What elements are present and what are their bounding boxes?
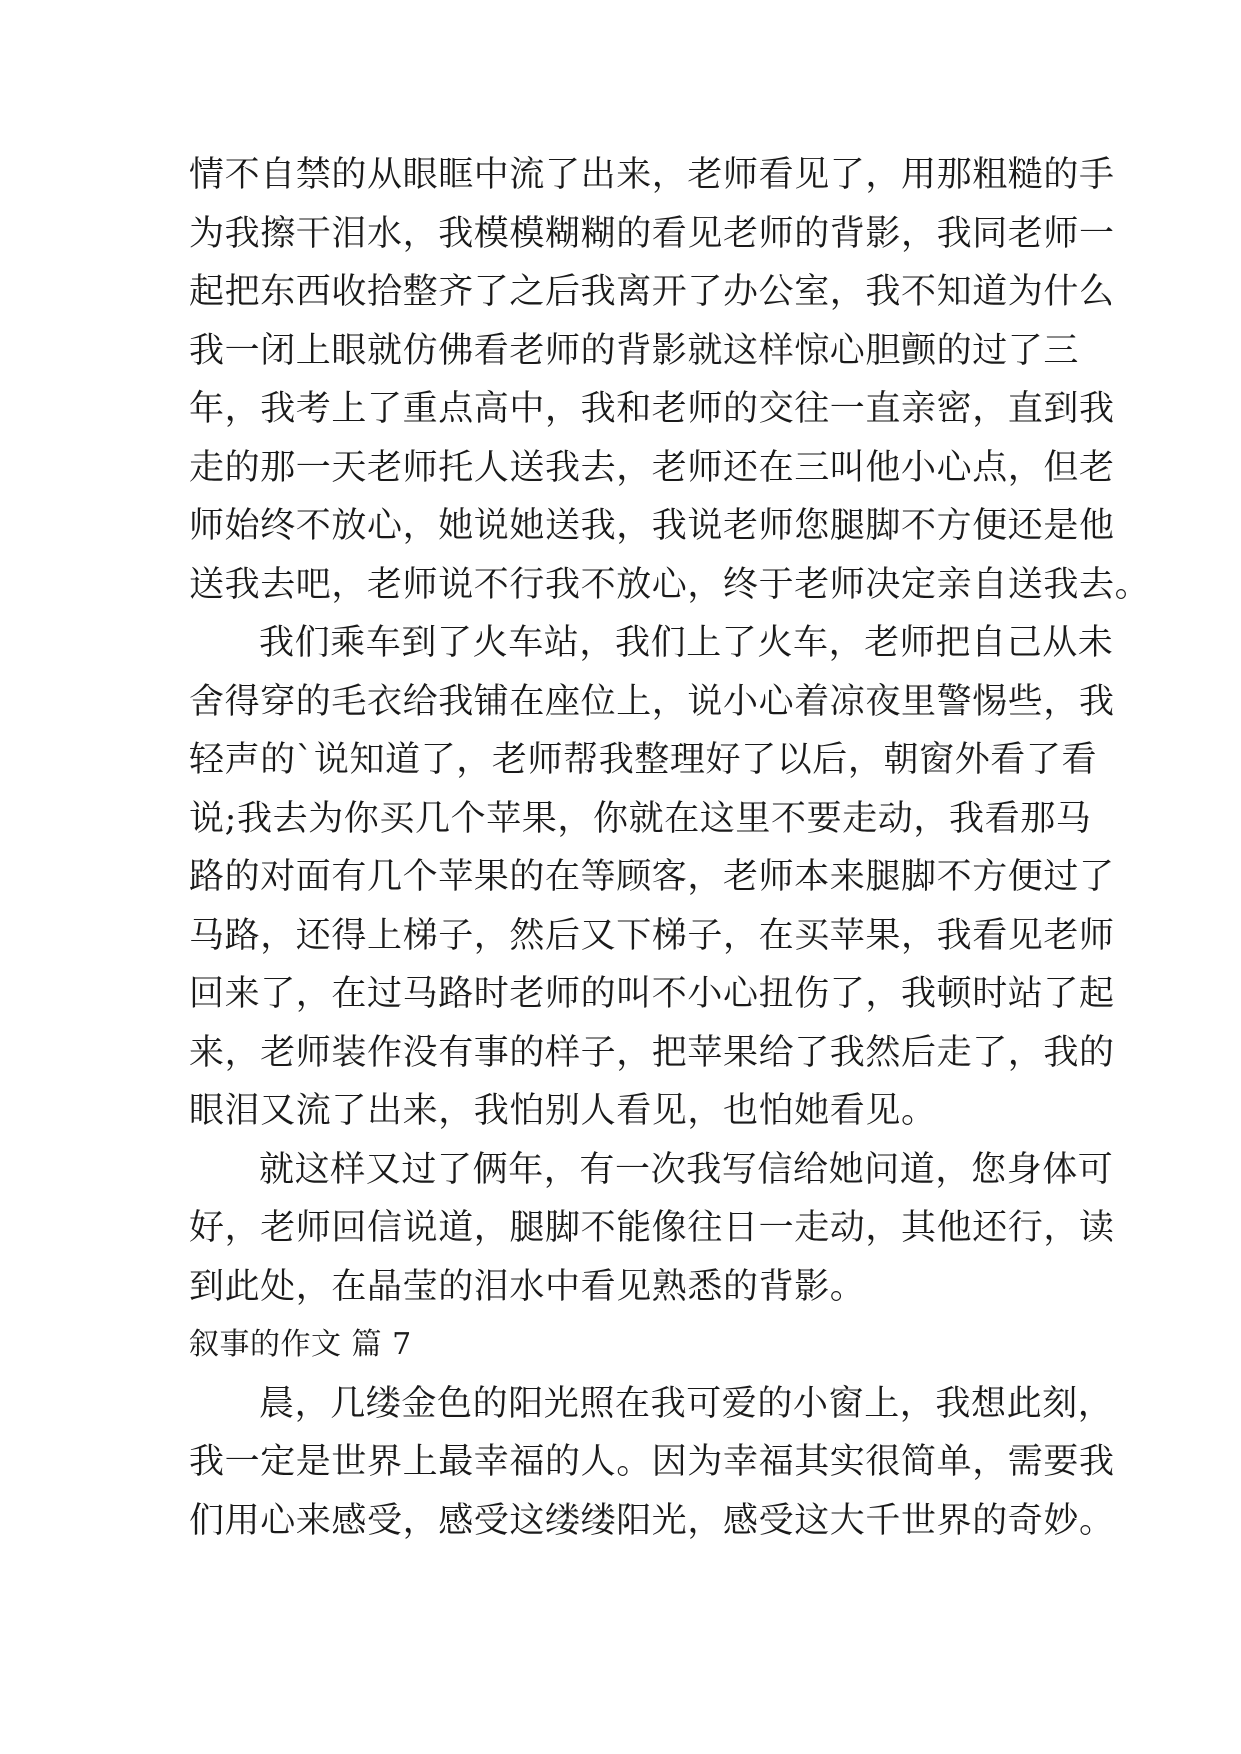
text-line-19: 好，老师回信说道，腿脚不能像往日一走动，其他还行，读 — [189, 1208, 1115, 1248]
text-line-5: 年，我考上了重点高中，我和老师的交往一直亲密，直到我 — [189, 389, 1115, 429]
essay-text — [189, 146, 1151, 1550]
text-line-10: 舍得穿的毛衣给我铺在座位上，说小心着凉夜里警惕些，我 — [189, 681, 1115, 722]
paragraph-start-line: 晨，几缕金色的阳光照在我可爱的小窗上，我想此刻， — [259, 1383, 1114, 1424]
paragraph-start-line: 我们乘车到了火车站，我们上了火车，老师把自己从未 — [259, 623, 1114, 663]
text-line-12: 说;我去为你买几个苹果，你就在这里不要走动，我看那马 — [189, 798, 1092, 839]
text-line-17: 眼泪又流了出来，我怕别人看见，也怕她看见。 — [189, 1091, 937, 1131]
text-line-6: 走的那一天老师托人送我去，老师还在三叫他小心点，但老 — [189, 447, 1115, 488]
text-line-14: 马路，还得上梯子，然后又下梯子，在买苹果，我看见老师 — [189, 915, 1115, 956]
text-line-3: 起把东西收拾整齐了之后我离开了办公室，我不知道为什么 — [189, 272, 1115, 312]
text-line-24: 们用心来感受，感受这缕缕阳光，感受这大千世界的奇妙。 — [189, 1500, 1115, 1541]
text-line-1: 情不自禁的从眼眶中流了出来，老师看见了，用那粗糙的手 — [189, 155, 1115, 195]
text-line-7: 师始终不放心，她说她送我，我说老师您腿脚不方便还是他 — [189, 506, 1115, 546]
text-line-2: 为我擦干泪水，我模模糊糊的看见老师的背影，我同老师一 — [189, 213, 1115, 254]
text-line-20: 到此处，在晶莹的泪水中看见熟悉的背影。 — [189, 1266, 866, 1307]
text-line-13: 路的对面有几个苹果的在等顾客，老师本来腿脚不方便过了 — [189, 857, 1115, 897]
text-line-16: 来，老师装作没有事的样子，把苹果给了我然后走了，我的 — [189, 1032, 1115, 1073]
text-line-8: 送我去吧，老师说不行我不放心，终于老师决定亲自送我去。 — [189, 564, 1151, 605]
text-line-15: 回来了，在过马路时老师的叫不小心扭伤了，我顿时站了起 — [189, 974, 1115, 1014]
paragraph-start-line: 就这样又过了俩年，有一次我写信给她问道，您身体可 — [259, 1149, 1114, 1190]
text-line-23: 我一定是世界上最幸福的人。因为幸福其实很简单，需要我 — [189, 1442, 1115, 1482]
text-line-4: 我一闭上眼就仿佛看老师的背影就这样惊心胆颤的过了三 — [189, 330, 1080, 371]
section-heading: 叙事的作文 篇 7 — [189, 1327, 412, 1362]
text-line-11: 轻声的`说知道了，老师帮我整理好了以后，朝窗外看了看 — [189, 740, 1098, 780]
